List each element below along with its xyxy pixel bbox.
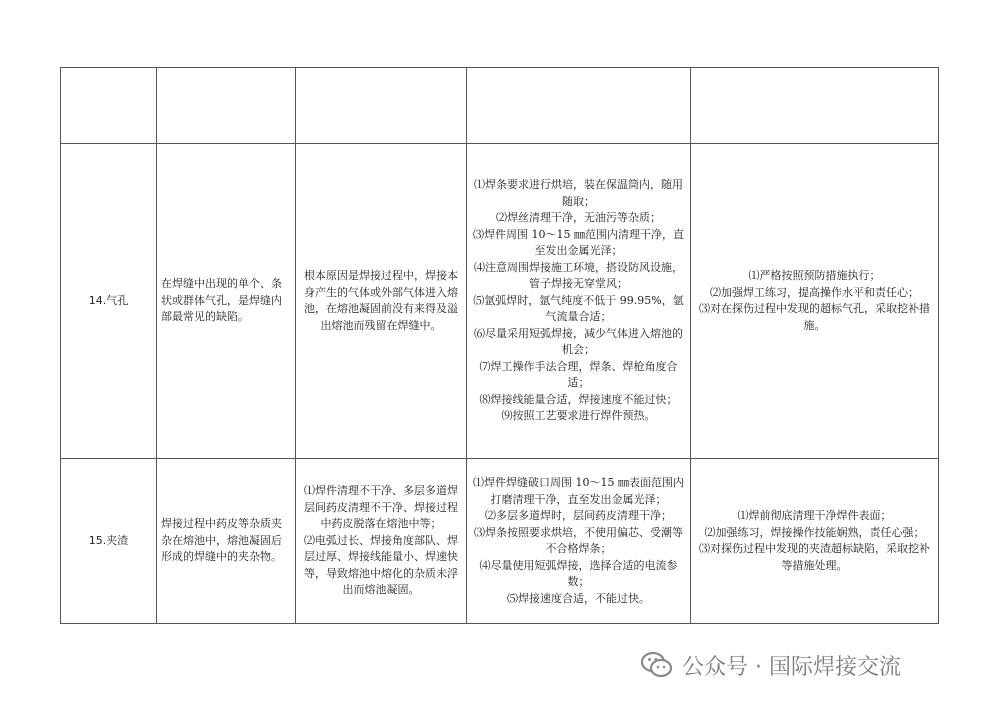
watermark-text: 公众号 · 国际焊接交流 (682, 654, 901, 680)
remedy-measures (691, 144, 939, 459)
remedy-item: ⑴焊前彻底清理干净焊件表面； (737, 509, 892, 522)
remedy-item: ⑴严格按照预防措施执行； (748, 269, 881, 282)
prevention-item: ⑶焊条按照要求烘培，不使用偏芯、受潮等不合格焊条； (474, 525, 683, 555)
prevention-item: ⑴焊条要求进行烘培，装在保温筒内，随用随取； (474, 178, 683, 208)
cause-item: ⑵电弧过长、焊接角度部队、焊层过厚、焊接线能量小、焊速快等，导致熔池中熔化的杂质未浮出而熔池凝固。 (304, 533, 458, 597)
remedy-item: ⑶对在探伤过程中发现的超标气孔，采取挖补措施。 (699, 302, 930, 332)
defect-description: 在焊缝中出现的单个、条状或群体气孔，是焊缝内部最常见的缺陷。 (157, 144, 296, 459)
table-row-slag (61, 459, 939, 624)
prevention-item: ⑺焊工操作手法合理，焊条、焊枪角度合适； (479, 359, 678, 390)
cause-item: ⑴焊件清理不干净、多层多道焊层间药皮清理不干净、焊接过程中药皮脱落在熔池中等； (304, 484, 458, 531)
cell-description (157, 68, 296, 144)
table-row-empty (61, 68, 939, 144)
prevention-item: ⑵焊丝清理干净，无油污等杂质； (496, 211, 661, 225)
prevention-item: ⑹尽量采用短弧焊接，减少气体进入熔池的机会； (474, 326, 683, 357)
prevention-item: ⑵多层多道焊时，层间药皮清理干净； (485, 509, 672, 522)
prevention-item: ⑴焊件焊缝破口周围 10～15 ㎜表面范围内打磨清理干净，直至发出金属光泽； (473, 476, 684, 506)
prevention-item: ⑷尽量使用短弧焊接，选择合适的电流参数； (479, 558, 678, 588)
remedy-item: ⑵加强焊工练习，提高操作水平和责任心； (710, 285, 919, 299)
defect-cause (296, 459, 467, 624)
wechat-icon (640, 648, 674, 682)
prevention-item: ⑸焊接速度合适，不能过快。 (507, 591, 650, 605)
table-row-porosity (61, 144, 939, 459)
watermark (640, 645, 901, 685)
remedy-item: ⑶对探伤过程中发现的夹渣超标缺陷，采取挖补等措施处理。 (699, 542, 930, 572)
prevention-measures (467, 144, 691, 459)
prevention-item: ⑻焊接线能量合适，焊接速度不能过快； (479, 392, 678, 406)
cell-name (61, 68, 157, 144)
prevention-item: ⑶焊件周围 10～15 ㎜范围内清理干净，直至发出金属光泽； (473, 227, 684, 258)
defect-name: 15.夹渣 (61, 459, 157, 624)
remedy-item: ⑵加强练习，焊接操作技能娴熟，责任心强； (704, 525, 925, 539)
defects-table (60, 67, 939, 624)
prevention-item: ⑸氩弧焊时，氩气纯度不低于 99.95%，氩气流量合适； (473, 293, 684, 324)
cell-prevention (467, 68, 691, 144)
cell-cause (296, 68, 467, 144)
prevention-measures (467, 459, 691, 624)
prevention-item: ⑼按照工艺要求进行焊件预热。 (501, 409, 656, 423)
cell-remedy (691, 68, 939, 144)
defect-name: 14.气孔 (61, 144, 157, 459)
defect-cause: 根本原因是焊接过程中，焊接本身产生的气体或外部气体进入熔池，在熔池凝固前没有来得及溢出熔池而残留在焊缝中。 (296, 144, 467, 459)
defect-description: 焊接过程中药皮等杂质夹杂在熔池中，熔池凝固后形成的焊缝中的夹杂物。 (157, 459, 296, 624)
remedy-measures (691, 459, 939, 624)
prevention-item: ⑷注意周围焊接施工环境，搭设防风设施，管子焊接无穿堂风； (474, 260, 683, 291)
